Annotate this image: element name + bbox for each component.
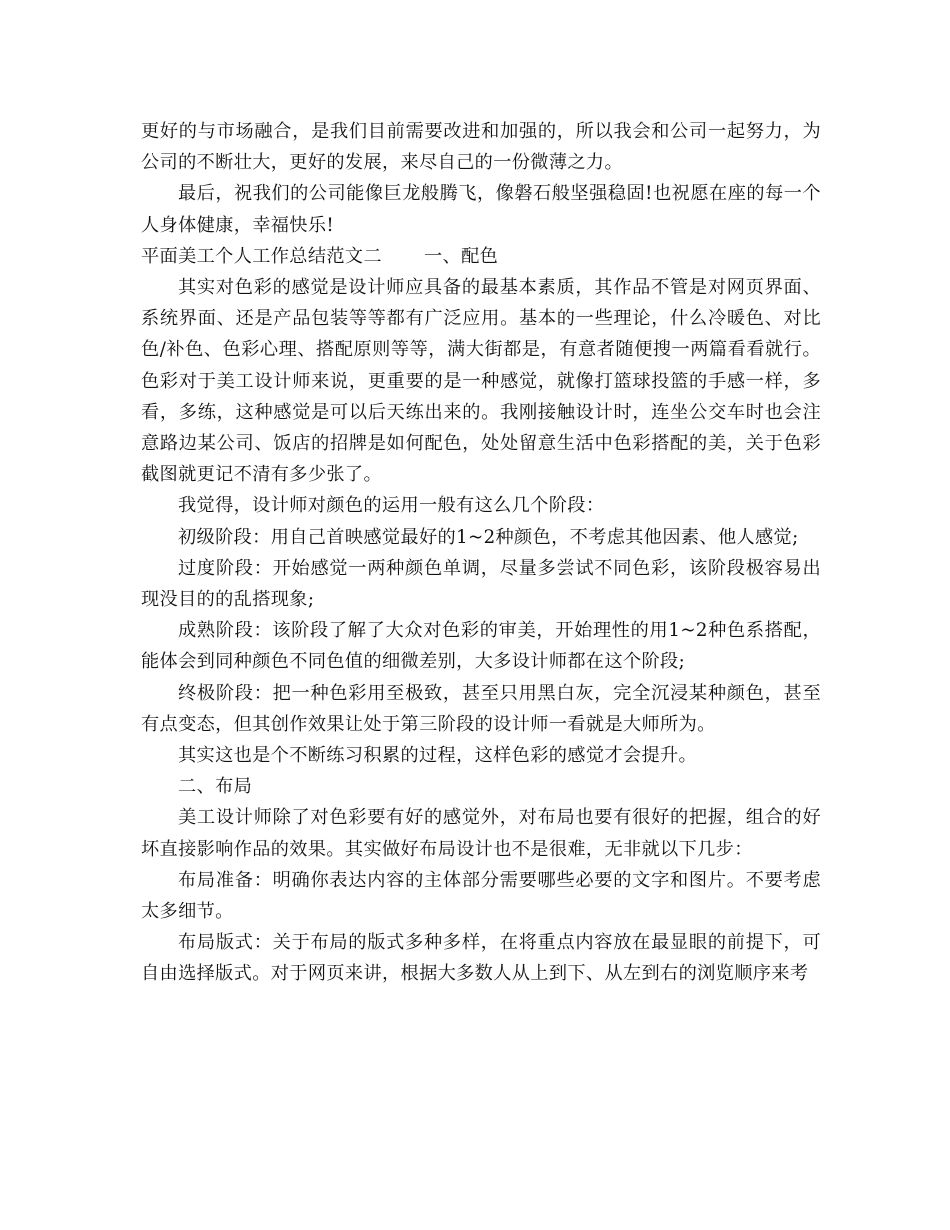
paragraph-stage-mature: 成熟阶段：该阶段了解了大众对色彩的审美，开始理性的用1~2种色系搭配，能体会到同种颜色不同色值的细微差别，大多设计师都在这个阶段;: [141, 620, 821, 673]
paragraph-layout-intro: 美工设计师除了对色彩要有好的感觉外，对布局也要有很好的把握，组合的好坏直接影响作品的效果。其实做好布局设计也不是很难，无非就以下几步：: [141, 807, 821, 860]
paragraph-color-stages: 我觉得，设计师对颜色的运用一般有这么几个阶段：: [178, 495, 605, 517]
paragraph-stage-ultimate: 终极阶段：把一种色彩用至极致，甚至只用黑白灰，完全沉浸某种颜色，甚至有点变态，但其创作效果让处于第三阶段的设计师一看就是大师所为。: [141, 682, 821, 735]
paragraph-closing-1: 更好的与市场融合，是我们目前需要改进和加强的，所以我会和公司一起努力，为公司的不断壮大，更好的发展，来尽自己的一份微薄之力。: [141, 121, 821, 174]
heading-layout: 二、布局: [178, 776, 253, 798]
section-title: [141, 241, 821, 272]
document-body: [141, 116, 821, 990]
paragraph-layout-format: 布局版式：关于布局的版式多种多样，在将重点内容放在最显眼的前提下，可自由选择版式。对于网页来讲，根据大多数人从上到下、从左到右的浏览顺序来考: [141, 932, 821, 985]
paragraph-color-summary: 其实这也是个不断练习积累的过程，这样色彩的感觉才会提升。: [178, 745, 698, 767]
paragraph-closing-2: 最后，祝我们的公司能像巨龙般腾飞，像磐石般坚强稳固!也祝愿在座的每一个人身体健康，幸福快乐!: [141, 183, 821, 236]
paragraph-stage-transition: 过度阶段：开始感觉一两种颜色单调，尽量多尝试不同色彩，该阶段极容易出现没目的的乱搭现象;: [141, 557, 821, 611]
section-title-sub: 一、配色: [424, 245, 499, 267]
paragraph-stage-beginner: 初级阶段：用自己首映感觉最好的1~2种颜色，不考虑其他因素、他人感觉;: [178, 526, 799, 548]
paragraph-layout-prep: 布局准备：明确你表达内容的主体部分需要哪些必要的文字和图片。不要考虑太多细节。: [141, 869, 821, 923]
section-title-main: 平面美工个人工作总结范文二: [141, 245, 382, 267]
paragraph-color-intro: 其实对色彩的感觉是设计师应具备的最基本素质，其作品不管是对网页界面、系统界面、还是产品包装等等都有广泛应用。基本的一些理论，什么冷暖色、对比色/补色、色彩心理、搭配原则等等，满大街都是，有意者随便搜一两篇看看就行。色彩对于美工设计师来说，更重要的是一种感觉，就像打篮球投篮的手感一样，多看，多练，这种感觉是可以后天练出来的。我刚接触设计时，连坐公交车时也会注意路边某公司、饭店的招牌是如何配色，处处留意生活中色彩搭配的美，关于色彩截图就更记不清有多少张了。: [141, 277, 821, 486]
